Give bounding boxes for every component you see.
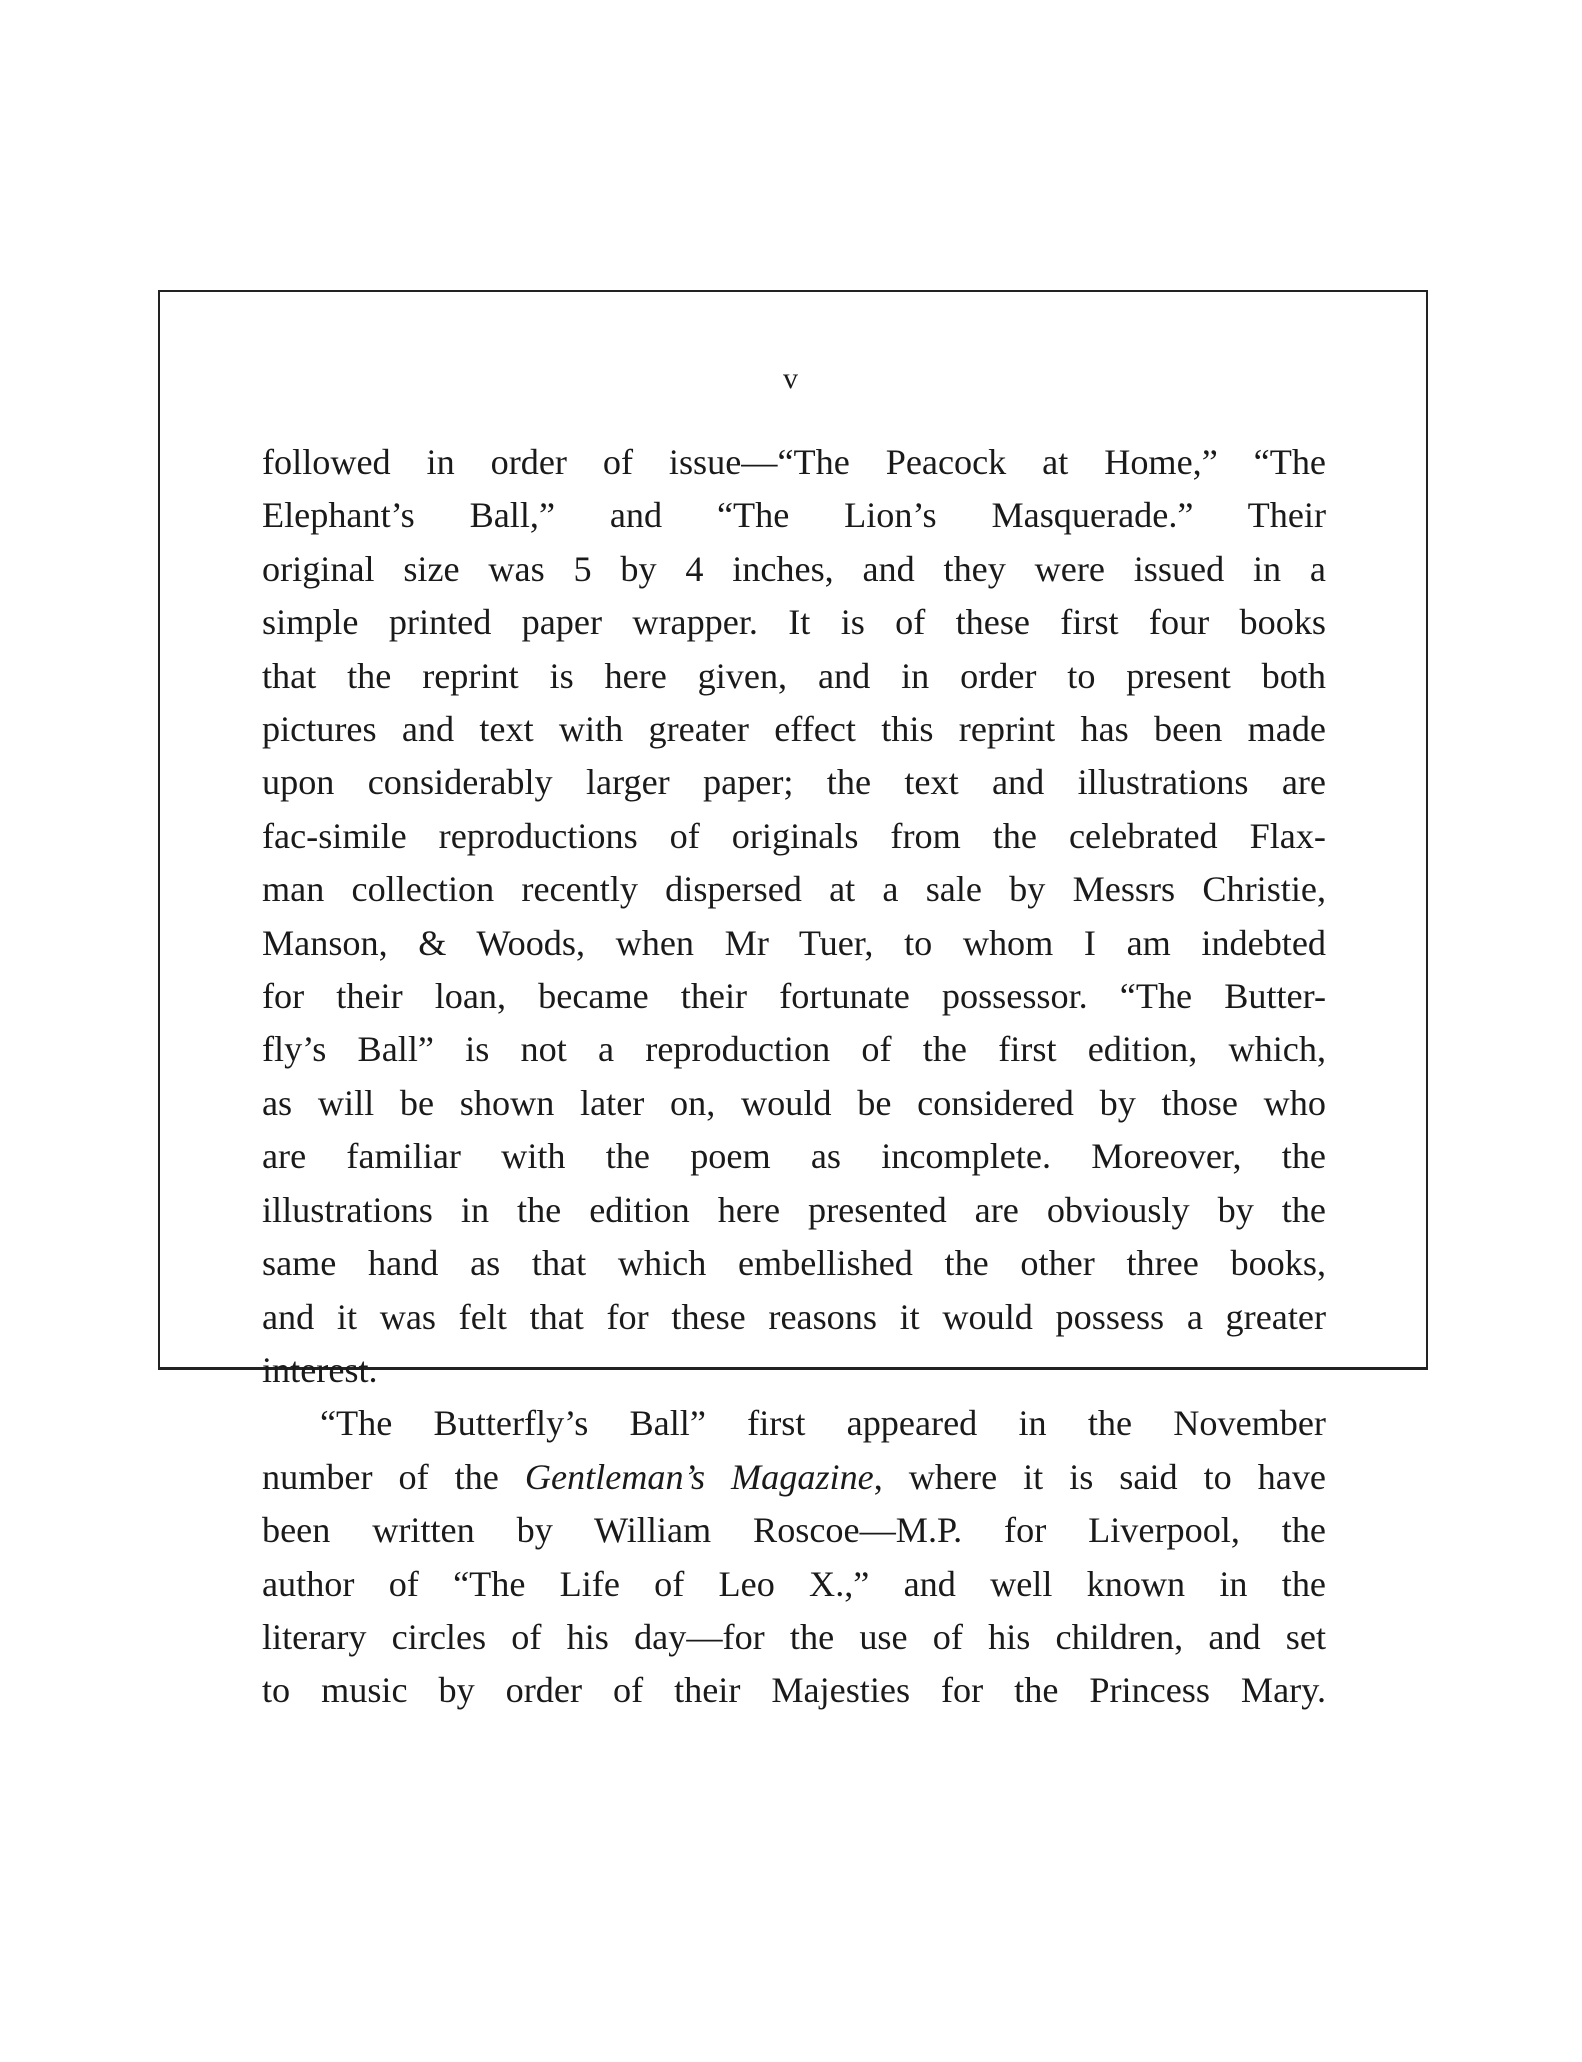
text-line: followed in order of issue—“The Peacock at Home,” “The [262,442,1326,482]
text-line: to music by order of their Majesties for the Princess Mary. [262,1670,1326,1711]
text-line: Manson, & Woods, when Mr Tuer, to whom I am indebted [262,922,1326,963]
text-line: fly’s Ball” is not a reproduction of the first edition, which, [262,1029,1326,1070]
text-line: been written by William Roscoe—M.P. for Liverpool, the [262,1510,1326,1551]
magazine-title: Gentleman’s Magazine [524,1456,874,1497]
text-line: interest. [262,1349,378,1390]
text-line: Elephant’s Ball,” and “The Lion’s Masquerade.” Their [262,495,1326,536]
text-line: upon considerably larger paper; the text and illustrations are [262,762,1326,803]
text-line: same hand as that which embellished the other three books, [262,1243,1326,1284]
text-line: man collection recently dispersed at a sale by Messrs Christie, [262,869,1326,910]
text-line: that the reprint is here given, and in order to present both [262,655,1326,696]
text-line: pictures and text with greater effect this reprint has been made [262,709,1326,750]
text-line: for their loan, became their fortunate possessor. “The Butter- [262,976,1326,1017]
text-line: as will be shown later on, would be considered by those who [262,1082,1326,1123]
text-line: literary circles of his day—for the use of his children, and set [262,1616,1326,1657]
text-line: illustrations in the edition here presented are obviously by the [262,1189,1326,1230]
text-line: author of “The Life of Leo X.,” and well known in the [262,1563,1326,1604]
text-line: and it was felt that for these reasons it would possess a greater [262,1296,1326,1337]
body-text [262,436,1326,1718]
page-number: v [783,362,799,395]
text-line: simple printed paper wrapper. It is of these first four books [262,602,1326,643]
text-run: number of the [262,1456,525,1497]
text-line [262,1451,1326,1504]
text-run: , where it is said to have [873,1456,1326,1497]
text-line: fac-simile reproductions of originals from the celebrated Flax- [262,815,1326,856]
text-line: “The Butterfly’s Ball” first appeared in the November [320,1403,1326,1444]
text-line: original size was 5 by 4 inches, and they were issued in a [262,548,1326,589]
text-line: are familiar with the poem as incomplete. Moreover, the [262,1136,1326,1177]
